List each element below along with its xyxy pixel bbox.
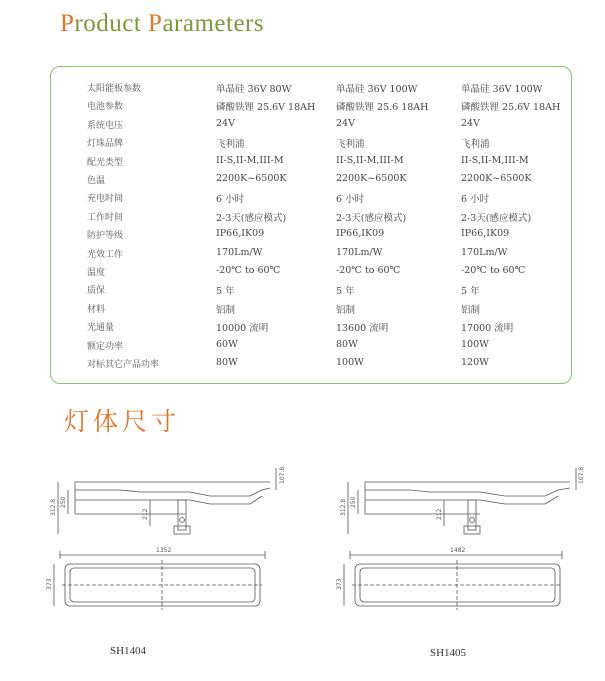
param-value-2: 单晶硅 36V 100W xyxy=(336,84,418,95)
param-value-1: 5 年 xyxy=(216,286,235,298)
model-label-sh1404: SH1404 xyxy=(110,645,147,657)
param-value-2: 磷酸铁锂 25.6 18AH xyxy=(336,102,429,114)
param-value-2: 170Lm/W xyxy=(336,246,383,258)
param-label: 系统电压 xyxy=(87,120,124,131)
param-value-2: 24V xyxy=(336,117,355,129)
param-value-3: 5 年 xyxy=(461,286,480,298)
param-value-3: IP66,IK09 xyxy=(461,228,510,240)
param-label: 灯珠品牌 xyxy=(87,139,124,150)
param-row xyxy=(51,228,571,246)
param-label: 电池参数 xyxy=(87,102,124,113)
dim-height-top: 107.8 xyxy=(578,466,585,484)
param-label: 质保 xyxy=(87,286,106,297)
param-value-1: 磷酸铁锂 25.6V 18AH xyxy=(216,102,316,114)
param-value-2: IP66,IK09 xyxy=(336,228,385,240)
dim-h2: 250 xyxy=(350,496,357,508)
dim-h3: 212 xyxy=(142,508,149,520)
param-row xyxy=(51,302,571,320)
param-value-3: 飞利浦 xyxy=(461,139,490,151)
param-value-2: 100W xyxy=(336,357,364,368)
param-value-2: 2-3天(感应模式) xyxy=(336,212,407,224)
param-row xyxy=(51,155,571,173)
param-value-3: 24V xyxy=(461,117,480,129)
dim-length: 1352 xyxy=(156,547,172,554)
model-label-sh1405: SH1405 xyxy=(430,647,467,659)
param-label: 光通量 xyxy=(87,323,115,334)
param-value-3: 铝制 xyxy=(461,304,481,316)
param-value-3: 170Lm/W xyxy=(461,246,508,258)
param-row xyxy=(51,247,571,265)
param-value-1: IP66,IK09 xyxy=(216,228,265,240)
param-row xyxy=(51,136,571,154)
dim-h1: 312.8 xyxy=(50,498,57,516)
param-value-2: 铝制 xyxy=(336,304,356,316)
param-value-2: 2200K~6500K xyxy=(336,173,407,184)
param-value-1: 铝制 xyxy=(216,304,236,316)
param-value-1: 6 小时 xyxy=(216,194,245,206)
param-value-3: 2200K~6500K xyxy=(461,173,532,184)
dimensions-title: 灯体尺寸 xyxy=(64,407,181,436)
drawing-sh1405 xyxy=(330,460,585,630)
param-value-3: 120W xyxy=(461,357,489,368)
param-row xyxy=(51,118,571,136)
param-label: 额定功率 xyxy=(87,341,124,352)
dim-height-top: 107.8 xyxy=(279,466,286,484)
param-row xyxy=(51,81,571,99)
param-value-2: 飞利浦 xyxy=(336,139,365,151)
dim-h3: 212 xyxy=(436,508,443,520)
param-label: 太阳能板参数 xyxy=(87,84,142,94)
dim-width: 373 xyxy=(46,578,53,590)
param-value-1: 10000 流明 xyxy=(216,323,269,335)
param-value-2: -20℃ to 60℃ xyxy=(336,265,401,276)
param-row xyxy=(51,173,571,191)
param-label: 对标其它产品功率 xyxy=(87,360,160,370)
param-label: 光效工作 xyxy=(87,249,124,260)
param-label: 工作时间 xyxy=(87,212,124,223)
param-value-3: -20℃ to 60℃ xyxy=(461,265,526,276)
param-value-1: -20℃ to 60℃ xyxy=(216,265,281,276)
param-row xyxy=(51,210,571,228)
param-value-3: 6 小时 xyxy=(461,194,490,206)
param-value-1: 2200K~6500K xyxy=(216,173,287,184)
param-value-3: 2-3天(感应模式) xyxy=(461,212,532,224)
param-value-2: 5 年 xyxy=(336,286,355,298)
param-value-3: 单晶硅 36V 100W xyxy=(461,84,543,95)
param-label: 防护等级 xyxy=(87,231,124,242)
param-value-2: 13600 流明 xyxy=(336,323,389,335)
dim-width: 373 xyxy=(336,578,343,590)
param-value-2: 6 小时 xyxy=(336,194,365,206)
param-value-1: II-S,II-M,III-M xyxy=(216,154,284,166)
param-value-1: 飞利浦 xyxy=(216,139,245,151)
dim-h2: 250 xyxy=(60,496,67,508)
param-row xyxy=(51,283,571,301)
param-value-3: 17000 流明 xyxy=(461,323,514,335)
param-value-1: 60W xyxy=(216,338,238,350)
drawing-sh1404 xyxy=(40,460,290,630)
param-row xyxy=(51,320,571,338)
param-value-3: 100W xyxy=(461,338,489,350)
param-value-1: 80W xyxy=(216,357,238,368)
param-value-1: 24V xyxy=(216,117,235,129)
param-row xyxy=(51,339,571,357)
param-row xyxy=(51,357,571,375)
param-row xyxy=(51,191,571,209)
param-value-1: 2-3天(感应模式) xyxy=(216,212,287,224)
param-label: 色温 xyxy=(87,176,106,186)
dim-length: 1482 xyxy=(450,547,466,554)
param-label: 温度 xyxy=(87,268,106,278)
param-label: 配光类型 xyxy=(87,157,124,168)
param-value-3: II-S,II-M,III-M xyxy=(461,154,529,166)
param-row xyxy=(51,265,571,283)
param-label: 材料 xyxy=(87,304,106,315)
param-row xyxy=(51,99,571,117)
param-value-2: 80W xyxy=(336,338,358,350)
page-title: Product Parameters xyxy=(60,10,265,37)
param-label: 充电时间 xyxy=(87,194,124,205)
param-value-3: 磷酸铁锂 25.6V 18AH xyxy=(461,102,561,114)
dim-h1: 312.8 xyxy=(340,498,347,516)
parameters-table xyxy=(50,66,572,384)
param-value-1: 170Lm/W xyxy=(216,246,263,258)
param-value-2: II-S,II-M,III-M xyxy=(336,154,404,166)
param-value-1: 单晶硅 36V 80W xyxy=(216,84,292,95)
